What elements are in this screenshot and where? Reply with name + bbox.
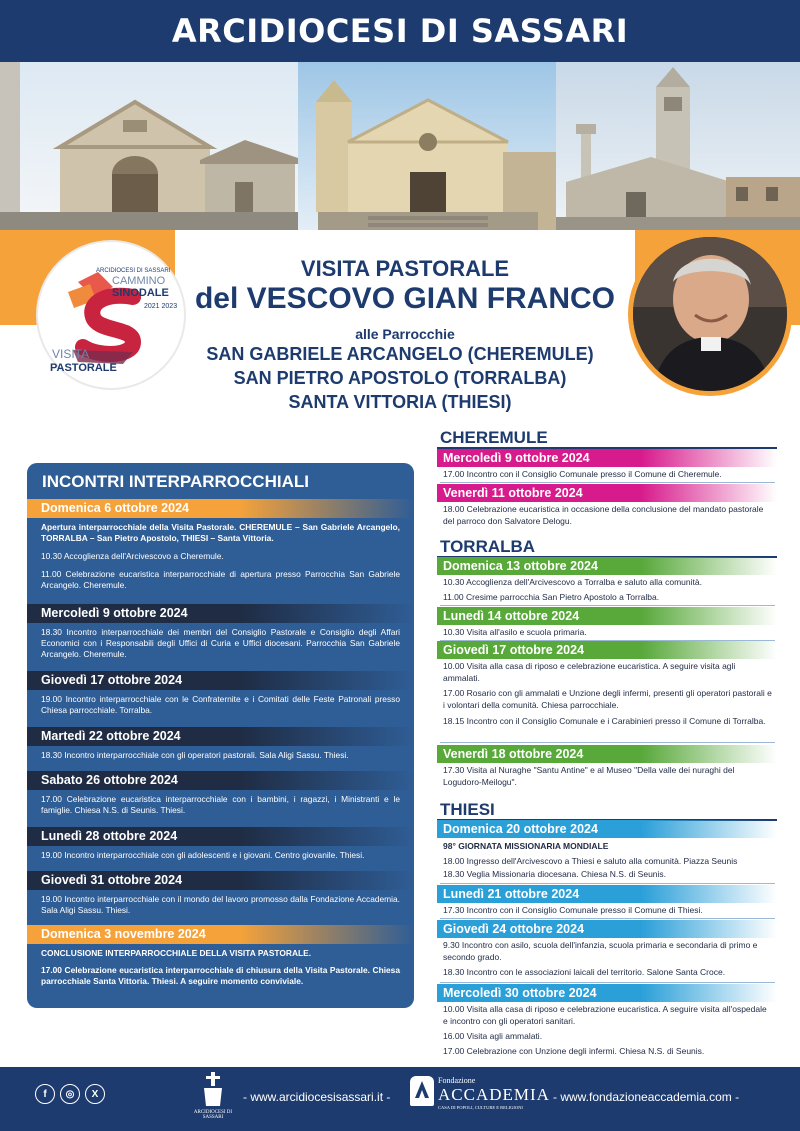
archdiocese-logo-text: ARCIDIOCESI DI SASSARI: [193, 1110, 233, 1120]
website-link-accademia[interactable]: - www.fondazioneaccademia.com -: [553, 1090, 740, 1104]
parish-name: SAN GABRIELE ARCANGELO (CHEREMULE): [206, 344, 594, 364]
thiesi-item: 18.30 Incontro con le associazioni laicali del territorio. Salone Santa Croce.: [443, 967, 726, 977]
incontri-item: CONCLUSIONE INTERPARROCCHIALE DELLA VISITA PASTORALE.: [41, 948, 312, 958]
thiesi-item: 10.00 Visita alla casa di riposo e celebrazione eucaristica. A seguire visita all'ospedale e incontro con gli operatori sanitari.: [443, 1004, 767, 1026]
incontri-date: Giovedì 31 ottobre 2024: [27, 871, 414, 890]
accademia-logo-mark: [410, 1076, 434, 1106]
header-title: ARCIDIOCESI DI SASSARI: [171, 12, 629, 50]
logo-cammino-text: CAMMINO: [112, 275, 166, 287]
logo-diocese-text: ARCIDIOCESI DI SASSARI: [96, 268, 171, 274]
divider: [440, 742, 775, 743]
torralba-item: 17.00 Rosario con gli ammalati e Unzione degli infermi, presenti gli operatori pastorali e i volontari della comunità. Chiesa parrocchiale.: [443, 688, 772, 710]
thiesi-date: Mercoledì 30 ottobre 2024: [437, 984, 777, 1002]
incontri-date: Sabato 26 ottobre 2024: [27, 771, 414, 790]
incontri-day: [27, 604, 414, 660]
incontri-item: 19.00 Incontro interparrocchiale con il mondo del lavoro promosso dalla Fondazione Accademia. Sala Aligi Sassu. Thiesi.: [41, 894, 400, 915]
town-thiesi: THIESI: [440, 800, 495, 819]
parishes-intro: alle Parrocchie: [355, 326, 455, 342]
torralba-item: 18.15 Incontro con il Consiglio Comunale e i Carabinieri presso il Comune di Torralba.: [443, 716, 766, 726]
torralba-date: Domenica 13 ottobre 2024: [437, 557, 777, 575]
incontri-item: 18.30 Incontro interparrocchiale dei membri del Consiglio Pastorale e Consiglio degli Affari Economici con i Responsabili degli Uffici di Curia e Uffici diocesani. Parrocchia San Gabriele Arcangelo. Cheremule.: [41, 627, 400, 659]
bishop-portrait: [628, 232, 792, 396]
incontri-day: [27, 499, 414, 591]
incontri-item: 17.00 Celebrazione eucaristica interparrocchiale di chiusura della Visita Pastorale. Chiesa parrocchiale Santa Vittoria. Thiesi. A seguire momento conviviale.: [41, 965, 400, 986]
incontri-date: Domenica 3 novembre 2024: [27, 925, 414, 944]
incontri-item: 18.30 Incontro interparrocchiale con gli operatori pastorali. Sala Aligi Sassu. Thiesi.: [41, 750, 349, 760]
accademia-tagline: CASA DI POPOLI, CULTURE E RELIGIONI: [438, 1105, 523, 1110]
visit-title: VISITA PASTORALE: [300, 256, 510, 281]
divider: [440, 918, 775, 919]
thiesi-item: 18.30 Veglia Missionaria diocesana. Chiesa N.S. di Seunis.: [443, 869, 667, 879]
visit-subtitle: del VESCOVO GIAN FRANCO: [194, 282, 616, 315]
incontri-panel: [27, 463, 414, 1008]
church-photos: [0, 62, 800, 230]
incontri-item: 19.00 Incontro interparrocchiale con le Confraternite e i Comitati delle Feste Patronali presso Chiesa parrocchiale. Torralba.: [41, 694, 400, 715]
church-photo-thiesi: [556, 62, 800, 230]
torralba-item: 11.00 Cresime parrocchia San Pietro Apostolo a Torralba.: [443, 592, 660, 602]
archdiocese-footer-logo: [193, 1070, 233, 1126]
incontri-date: Mercoledì 9 ottobre 2024: [27, 604, 414, 623]
church-photo-cheremule: [0, 62, 298, 230]
incontri-item: 17.00 Celebrazione eucaristica interparrocchiale con i bambini, i ragazzi, i Ministranti e le famiglie. Chiesa N.S. di Seunis. Thiesi.: [41, 794, 400, 815]
church-photo-torralba: [298, 62, 556, 230]
incontri-day: [27, 925, 414, 987]
incontri-date: Martedì 22 ottobre 2024: [27, 727, 414, 746]
town-torralba: TORRALBA: [440, 537, 536, 556]
instagram-icon[interactable]: ◎: [60, 1084, 80, 1104]
incontri-day: [27, 727, 414, 761]
incontri-date: Domenica 6 ottobre 2024: [27, 499, 414, 518]
x-icon[interactable]: X: [85, 1084, 105, 1104]
accademia-label: ACCADEMIA: [438, 1085, 550, 1104]
incontri-item: Apertura interparrocchiale della Visita Pastorale. CHEREMULE – San Gabriele Arcangelo, TORRALBA – San Pietro Apostolo, THIESI – Santa Vittoria.: [41, 522, 400, 543]
incontri-day: [27, 671, 414, 716]
facebook-icon[interactable]: f: [35, 1084, 55, 1104]
incontri-day: [27, 871, 414, 916]
logo-sinodale-text: SINODALE: [112, 287, 169, 299]
thiesi-date: Lunedì 21 ottobre 2024: [437, 885, 777, 903]
cammino-sinodale-logo: [36, 240, 186, 390]
torralba-item: 10.30 Visita all'asilo e scuola primaria.: [443, 627, 587, 637]
parish-name: SANTA VITTORIA (THIESI): [288, 392, 512, 412]
thiesi-item: 17.30 Incontro con il Consiglio Comunale presso il Comune di Thiesi.: [443, 905, 703, 915]
divider: [440, 883, 775, 884]
divider: [440, 605, 775, 606]
torralba-date: Giovedì 17 ottobre 2024: [437, 641, 777, 659]
torralba-item: 10.30 Accoglienza dell'Arcivescovo a Torralba e saluto alla comunità.: [443, 577, 702, 587]
thiesi-item: 98° GIORNATA MISSIONARIA MONDIALE: [443, 841, 609, 851]
torralba-item: 17.30 Visita al Nuraghe "Santu Antine" e al Museo "Della valle dei nuraghi del Logudoro-Meilogu".: [443, 765, 735, 787]
cheremule-date: Venerdì 11 ottobre 2024: [437, 484, 777, 502]
logo-pastorale-text: PASTORALE: [50, 362, 117, 374]
town-cheremule: CHEREMULE: [440, 428, 548, 447]
logo-years-text: 2021 2023: [144, 303, 178, 310]
logo-visita-text: VISITA: [52, 347, 90, 361]
fondazione-label: Fondazione: [438, 1076, 476, 1085]
thiesi-date: Domenica 20 ottobre 2024: [437, 820, 777, 838]
website-link-diocese[interactable]: - www.arcidiocesisassari.it -: [243, 1090, 391, 1104]
thiesi-item: 9.30 Incontro con asilo, scuola dell'infanzia, scuola primaria e secondaria di primo e secondo grado.: [443, 940, 758, 962]
divider: [440, 482, 775, 483]
cheremule-item: 17.00 Incontro con il Consiglio Comunale presso il Comune di Cheremule.: [443, 469, 722, 479]
incontri-title: INCONTRI INTERPARROCCHIALI: [42, 472, 309, 491]
torralba-date: Venerdì 18 ottobre 2024: [437, 745, 777, 763]
cheremule-item: 18.00 Celebrazione eucaristica in occasione della conclusione del mandato pastorale del parroco don Salvatore Delogu.: [443, 504, 764, 526]
parish-name: SAN PIETRO APOSTOLO (TORRALBA): [233, 368, 567, 388]
incontri-date: Lunedì 28 ottobre 2024: [27, 827, 414, 846]
incontri-item: 10.30 Accoglienza dell'Arcivescovo a Cheremule.: [41, 551, 224, 561]
thiesi-item: 16.00 Visita agli ammalati.: [443, 1031, 543, 1041]
thiesi-item: 18.00 Ingresso dell'Arcivescovo a Thiesi e saluto alla comunità. Piazza Seunis: [443, 856, 738, 866]
torralba-date: Lunedì 14 ottobre 2024: [437, 607, 777, 625]
incontri-item: 19.00 Incontro interparrocchiale con gli adolescenti e i giovani. Centro giovanile. Thiesi.: [41, 850, 365, 860]
header-bar: [0, 0, 800, 62]
thiesi-date: Giovedì 24 ottobre 2024: [437, 920, 777, 938]
torralba-item: 10.00 Visita alla casa di riposo e celebrazione eucaristica. A seguire visita agli ammalati.: [443, 661, 736, 683]
incontri-date: Giovedì 17 ottobre 2024: [27, 671, 414, 690]
thiesi-item: 17.00 Celebrazione con Unzione degli infermi. Chiesa N.S. di Seunis.: [443, 1046, 705, 1056]
divider: [440, 982, 775, 983]
incontri-day: [27, 827, 414, 861]
incontri-day: [27, 771, 414, 816]
cheremule-date: Mercoledì 9 ottobre 2024: [437, 449, 777, 467]
incontri-item: 11.00 Celebrazione eucaristica interparrocchiale di apertura presso Parrocchia San Gabriele Arcangelo. Cheremule.: [41, 569, 400, 590]
